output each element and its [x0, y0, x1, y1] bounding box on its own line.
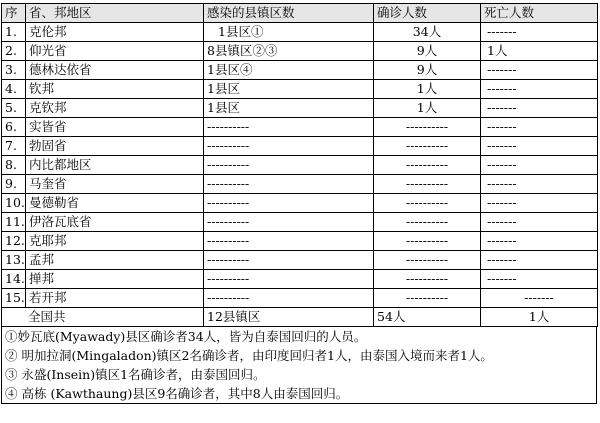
row-townships: ---------- [204, 175, 374, 194]
footnote: ④ 高栋 (Kawthaung)县区9名确诊者，其中8人由泰国回归。 [5, 386, 349, 401]
table-header-row [2, 4, 598, 23]
row-no: 15. [2, 289, 26, 308]
total-cases: 54人 [374, 308, 481, 327]
row-deaths: ------- [481, 270, 598, 289]
header-no: 序 [2, 4, 26, 23]
header-cases: 确诊人数 [374, 4, 481, 23]
row-no: 14. [2, 270, 26, 289]
row-deaths: ------- [481, 194, 598, 213]
row-state: 掸邦 [26, 270, 204, 289]
total-label: 全国共 [2, 308, 204, 327]
row-cases: ---------- [374, 137, 481, 156]
row-state: 孟邦 [26, 251, 204, 270]
table-row [2, 194, 598, 213]
row-cases: ---------- [374, 156, 481, 175]
row-cases: 9人 [374, 61, 481, 80]
row-state: 伊洛瓦底省 [26, 213, 204, 232]
header-deaths: 死亡人数 [481, 4, 598, 23]
table-row [2, 118, 598, 137]
row-no: 6. [2, 118, 26, 137]
table-row [2, 175, 598, 194]
row-state: 克钦邦 [26, 99, 204, 118]
row-cases: ---------- [374, 232, 481, 251]
row-state: 克伦邦 [26, 23, 204, 42]
footnote: ①妙瓦底(Myawady)县区确诊者34人，皆为自泰国回归的人员。 [5, 329, 367, 344]
row-deaths: ------- [481, 137, 598, 156]
header-townships: 感染的县镇区数 [204, 4, 374, 23]
row-deaths: ------- [481, 213, 598, 232]
row-townships: ---------- [204, 118, 374, 137]
row-deaths: ------- [481, 80, 598, 99]
row-townships: ---------- [204, 137, 374, 156]
case-table [1, 3, 598, 327]
row-deaths: ------- [481, 23, 598, 42]
row-cases: ---------- [374, 175, 481, 194]
row-cases: 1人 [374, 99, 481, 118]
row-townships: ---------- [204, 156, 374, 175]
row-townships: 8县镇区②③ [204, 42, 374, 61]
row-deaths: ------- [481, 61, 598, 80]
row-no: 10. [2, 194, 26, 213]
row-cases: ---------- [374, 213, 481, 232]
row-townships: ---------- [204, 232, 374, 251]
row-deaths: ------- [481, 251, 598, 270]
row-state: 曼德勒省 [26, 194, 204, 213]
row-deaths: ------- [481, 232, 598, 251]
total-row [2, 308, 598, 327]
row-state: 勃固省 [26, 137, 204, 156]
row-townships: ---------- [204, 194, 374, 213]
table-row [2, 61, 598, 80]
row-state: 克耶邦 [26, 232, 204, 251]
row-no: 11. [2, 213, 26, 232]
row-state: 德林达依省 [26, 61, 204, 80]
row-cases: 9人 [374, 42, 481, 61]
row-deaths: ------- [481, 175, 598, 194]
row-state: 钦邦 [26, 80, 204, 99]
table-row [2, 23, 598, 42]
total-townships: 12县镇区 [204, 308, 374, 327]
row-state: 内比都地区 [26, 156, 204, 175]
table-row [2, 213, 598, 232]
row-townships: 1县区 [204, 80, 374, 99]
row-state: 仰光省 [26, 42, 204, 61]
row-state: 若开邦 [26, 289, 204, 308]
table-row [2, 232, 598, 251]
row-cases: ---------- [374, 270, 481, 289]
row-state: 马奎省 [26, 175, 204, 194]
row-no: 7. [2, 137, 26, 156]
table-row [2, 137, 598, 156]
row-deaths: 1人 [481, 42, 598, 61]
footnotes [1, 327, 597, 404]
table-row [2, 251, 598, 270]
table-row [2, 42, 598, 61]
row-townships: 1县区 [204, 99, 374, 118]
row-no: 5. [2, 99, 26, 118]
row-no: 9. [2, 175, 26, 194]
row-townships: ---------- [204, 213, 374, 232]
footnote: ② 明加拉洞(Mingaladon)镇区2名确诊者，由印度回归者1人，由泰国入境而来者1人。 [5, 348, 493, 363]
row-cases: 34人 [374, 23, 481, 42]
row-no: 3. [2, 61, 26, 80]
table-row [2, 99, 598, 118]
row-no: 4. [2, 80, 26, 99]
row-no: 12. [2, 232, 26, 251]
footnote: ③ 永盛(Insein)镇区1名确诊者，由泰国回归。 [5, 367, 266, 382]
table-row [2, 270, 598, 289]
row-townships: 1县区④ [204, 61, 374, 80]
row-state: 实皆省 [26, 118, 204, 137]
row-townships: ---------- [204, 289, 374, 308]
row-cases: ---------- [374, 194, 481, 213]
row-cases: 1人 [374, 80, 481, 99]
row-deaths: ------- [481, 289, 598, 308]
row-no: 8. [2, 156, 26, 175]
row-townships: ---------- [204, 251, 374, 270]
covid-case-table-document [1, 3, 597, 404]
row-cases: ---------- [374, 118, 481, 137]
total-deaths: 1人 [481, 308, 598, 327]
row-no: 2. [2, 42, 26, 61]
header-state: 省、邦地区 [26, 4, 204, 23]
table-row [2, 80, 598, 99]
row-deaths: ------- [481, 99, 598, 118]
row-cases: ---------- [374, 251, 481, 270]
row-townships: ---------- [204, 270, 374, 289]
row-no: 13. [2, 251, 26, 270]
row-deaths: ------- [481, 156, 598, 175]
row-cases: ---------- [374, 289, 481, 308]
table-row [2, 156, 598, 175]
row-townships: 1县区① [204, 23, 374, 42]
table-row [2, 289, 598, 308]
row-no: 1. [2, 23, 26, 42]
row-deaths: ------- [481, 118, 598, 137]
